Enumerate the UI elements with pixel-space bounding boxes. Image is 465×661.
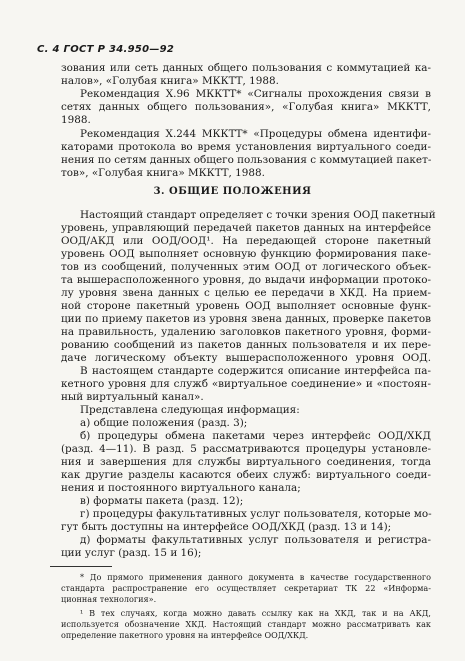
reference-line: каторами протокола во время установления виртуального соеди- xyxy=(61,141,431,153)
reference-line: зования или сеть данных общего пользования с коммутацией ка- xyxy=(61,62,431,74)
body-line: рованию сообщений из пакетов данных пользователя и их пере- xyxy=(61,339,431,351)
page-header: С. 4 ГОСТ Р 34.950—92 xyxy=(37,44,175,55)
list-item: ции услуг (разд. 15 и 16); xyxy=(61,547,202,559)
footnote-line: ционная технология». xyxy=(61,594,157,604)
body-line: ООД/АКД или ООД/ООД¹. На передающей стороне пакетный xyxy=(61,235,431,247)
list-item: гут быть доступны на интерфейсе ООД/ХКД (разд. 13 и 14); xyxy=(61,521,392,533)
body-line: В настоящем стандарте содержится описание интерфейса па- xyxy=(80,365,431,377)
body-line: ный виртуальный канал». xyxy=(61,391,204,403)
body-line: тов из сообщений, полученных этим ООД от логического объек- xyxy=(61,261,431,273)
list-item: а) общие положения (разд. 3); xyxy=(80,417,248,429)
list-item: нения и постоянного виртуального канала; xyxy=(61,482,301,494)
body-line: та вышерасположенного уровня, до выдачи информации протоко- xyxy=(61,274,431,286)
list-item: б) процедуры обмена пакетами через интерфейс ООД/ХКД xyxy=(80,430,431,442)
body-line: кетного уровня для служб «виртуальное соединение» и «постоян- xyxy=(61,378,431,390)
footnote-line: используется обозначение ХКД. Настоящий стандарт можно рассматривать как xyxy=(61,619,431,629)
footnote-line: * До прямого применения данного документа в качестве государственного xyxy=(80,572,431,582)
body-line: лу уровня звена данных с целью ее передачи в ХКД. На прием- xyxy=(61,287,431,299)
body-line: Настоящий стандарт определяет с точки зрения ООД пакетный xyxy=(80,209,436,221)
body-line: ной стороне пакетный уровень ООД выполняет основные функ- xyxy=(61,300,431,312)
reference-line: Рекомендация X.96 МККТТ* «Сигналы прохождения связи в xyxy=(80,88,431,100)
list-item: г) процедуры факультативных услуг пользователя, которые мо- xyxy=(80,508,432,520)
list-item: как другие разделы касаются обеих служб: виртуального соеди- xyxy=(61,469,431,481)
list-item: д) форматы факультативных услуг пользователя и регистра- xyxy=(80,534,431,546)
list-item: ния и завершения для службы виртуального соединения, тогда xyxy=(61,456,431,468)
list-item: в) форматы пакета (разд. 12); xyxy=(80,495,244,507)
body-line: ции по приему пакетов из уровня звена данных, проверке пакетов xyxy=(61,313,431,325)
section-heading: 3. ОБЩИЕ ПОЛОЖЕНИЯ xyxy=(153,186,312,197)
reference-line: 1988. xyxy=(61,114,91,126)
reference-line: нения по сетям данных общего пользования с коммутацией пакет- xyxy=(61,154,432,166)
reference-line: тов», «Голубая книга» МККТТ, 1988. xyxy=(61,167,265,179)
footnote-line: стандарта распространение его осуществляет секретариат ТК 22 «Информа- xyxy=(61,583,431,593)
body-line: даче логическому объекту вышерасположенного уровня ООД. xyxy=(61,352,431,364)
footnote-line: ¹ В тех случаях, когда можно давать ссылку как на ХКД, так и на АКД, xyxy=(80,608,431,618)
list-item: (разд. 4—11). В разд. 5 рассматриваются процедуры установле- xyxy=(61,443,431,455)
body-line: на правильность, удалению заголовков пакетного уровня, форми- xyxy=(61,326,431,338)
reference-line: Рекомендация X.244 МККТТ* «Процедуры обмена идентифи- xyxy=(80,128,431,140)
reference-line: сетях данных общего пользования», «Голубая книга» МККТТ, xyxy=(61,101,431,113)
reference-line: налов», «Голубая книга» МККТТ, 1988. xyxy=(61,75,279,87)
footnote-line: определение пакетного уровня на интерфейсе ООД/ХКД. xyxy=(61,630,309,640)
body-line: уровень ООД выполняет основную функцию формирования паке- xyxy=(61,248,431,260)
body-line: Представлена следующая информация: xyxy=(80,404,300,416)
footnote-rule xyxy=(50,566,112,567)
body-line: уровень, управляющий передачей пакетов данных на интерфейсе xyxy=(61,222,431,234)
